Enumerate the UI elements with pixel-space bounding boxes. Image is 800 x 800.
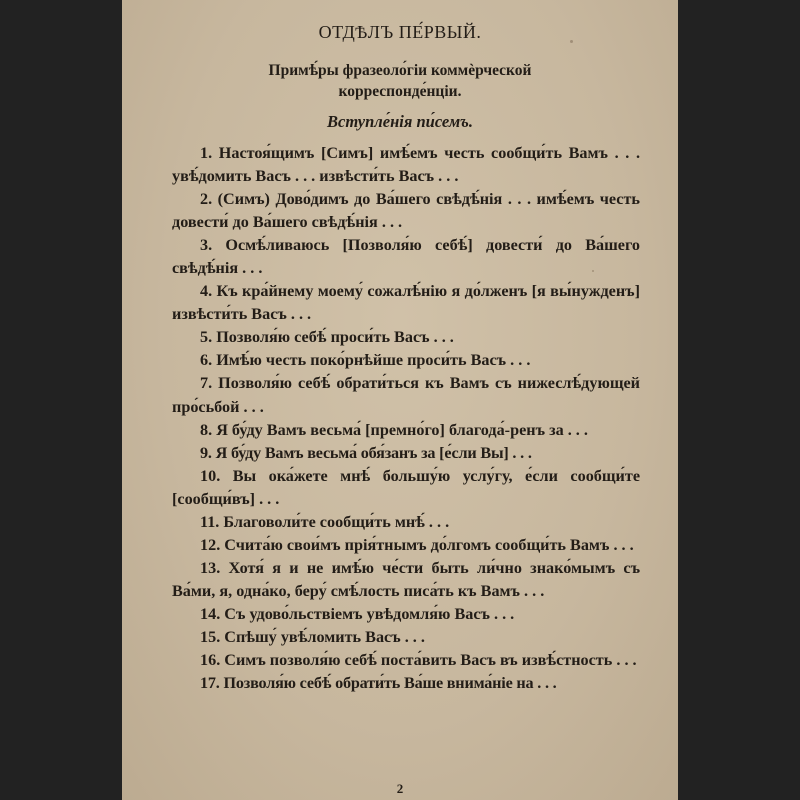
entry-text: Счита́ю свои́мъ прія́тнымъ до́лгомъ сообщи́ть Вамъ . . . [224,535,634,554]
book-page [122,0,678,800]
entry-number: 5. [200,328,213,347]
entry-list [172,142,640,695]
list-item [172,326,640,349]
subtitle-line-1: Примѣ́ры фразеоло́гіи коммѐрческой [268,62,532,79]
entry-number: 7. [200,374,213,393]
page-number: 2 [396,781,404,796]
entry-number: 3. [200,236,213,255]
list-item [172,234,640,280]
list-item [172,142,640,188]
entry-number: 4. [200,282,213,301]
list-item [172,557,640,603]
entry-text: Настоя́щимъ [Симъ] имѣ́емъ честь сообщи́ть Вамъ . . . увѣ́домить Васъ . . . извѣсти́ть Васъ . . . [172,144,640,186]
list-item [172,419,640,442]
entry-text: Осмѣ́ливаюсь [Позволя́ю себѣ́] довести́ до Ва́шего свѣдѣ́нія . . . [172,236,640,278]
entry-text: (Симъ) Дово́димъ до Ва́шего свѣдѣ́нія . . . имѣ́емъ честь довести́ до Ва́шего свѣдѣ́нія . . . [172,190,640,232]
entry-text: Къ кра́йнему моему́ сожалѣ́нію я до́лженъ [я вы́нужденъ] извѣсти́ть Васъ . . . [172,282,640,324]
entry-text: Позволя́ю себѣ́ обрати́ться къ Вамъ съ нижеслѣ́дующей про́сьбой . . . [172,374,640,416]
entry-number: 10. [200,466,221,485]
entry-number: 14. [200,604,221,623]
entry-text: Спѣшу́ увѣ́ломить Васъ . . . [224,627,425,646]
entry-number: 11. [200,512,220,531]
list-item [172,442,640,465]
list-item [172,534,640,557]
list-item [172,603,640,626]
list-item [172,511,640,534]
entry-number: 8. [200,420,213,439]
entry-number: 1. [200,144,213,162]
list-item [172,672,640,695]
entry-text: Я бу́ду Вамъ весьма́ обя́занъ за [е́сли Вы] . . . [215,443,532,462]
list-item [172,649,640,672]
entry-number: 17. [200,674,220,693]
entry-text: Я бу́ду Вамъ весьма́ [премно́го] благода́-ренъ за . . . [216,420,588,439]
entry-text: Симъ позволя́ю себѣ́ поста́вить Васъ въ извѣ́стность . . . [224,651,637,670]
list-item [172,188,640,234]
entry-number: 12. [200,535,221,554]
entry-text: Хотя́ я и не имѣ́ю че́сти быть ли́чно знако́мымъ съ Ва́ми, я, одна́ко, беру́ смѣ́лость писа́ть къ Вамъ . . . [172,558,641,600]
entry-text: Позволя́ю себѣ́ обрати́ть Ва́ше внима́ніе на . . . [223,674,557,693]
list-item [172,280,640,326]
entry-number: 13. [200,558,221,577]
entry-text: Благоволи́те сообщи́ть мнѣ́ . . . [223,512,450,531]
section-title: ОТДѢЛЪ ПЕ́РВЫЙ. [318,22,482,42]
entry-number: 16. [200,651,221,670]
entry-number: 9. [200,443,212,462]
entry-number: 15. [200,627,221,646]
list-item [172,626,640,649]
list-item [172,465,640,511]
entry-number: 6. [200,351,213,370]
entry-text: Имѣ́ю честь поко́рнѣйше проси́ть Васъ . . . [216,351,531,370]
entry-text: Позволя́ю себѣ́ проси́ть Васъ . . . [216,328,454,347]
subsection-title: Вступле́нія пи́семъ. [327,112,473,131]
subtitle-line-2: корреспонде́нціи. [338,83,462,100]
entry-number: 2. [200,190,213,209]
list-item [172,372,640,418]
entry-text: Вы ока́жете мнѣ́ большу́ю услу́гу, е́сли сообщи́те [сообщи́въ] . . . [172,466,641,508]
entry-text: Съ удово́льствіемъ увѣдомля́ю Васъ . . . [224,604,515,623]
list-item [172,349,640,372]
